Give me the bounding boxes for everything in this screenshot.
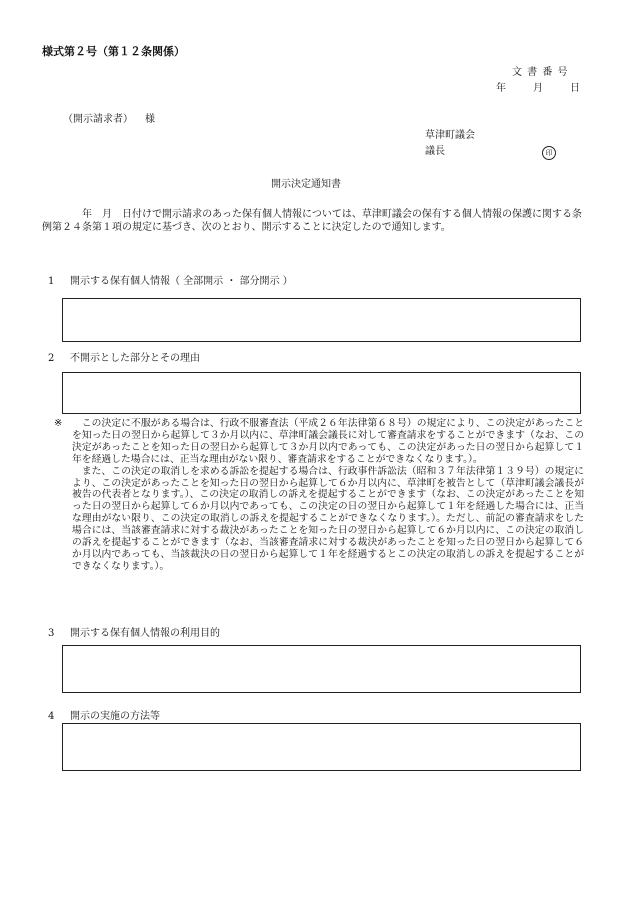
- section-number: 1: [48, 276, 55, 287]
- section-label: 開示する保有個人情報（ 全部開示 ・ 部分開示 ）: [70, 276, 293, 287]
- section-label: 不開示とした部分とその理由: [70, 353, 200, 364]
- note-paragraph-2: また、この決定の取消しを求める訴訟を提起する場合は、行政事件訴訟法（昭和３７年法律第１３９号）の規定により、この決定があったことを知った日の翌日から起算して６か月以内に、草津町を被告として（草津町議会議長が被告の代表者となります。）、この決定の取消しの訴えを提起することができます（なお、この決定があったことを知った日の翌日から起算して６か月以内であっても、この決定の日の翌日から起算して１年を経過した場合には、正当な理由がない限り、この決定の取消しの訴えを提起することができなくなります。）。ただし、前記の審査請求をした場合には、当該審査請求に対する裁決があったことを知った日の翌日から起算して６か月以内に、この決定の取消しの訴えを提起することができます（なお、当該審査請求に対する裁決があったことを知った日の翌日から起算して６か月以内であっても、当該裁決の日の翌日から起算して１年を経過するとこの決定の取消しの訴えを提起することができなくなります。）。: [72, 465, 584, 572]
- document-number-label: 文 書 番 号: [512, 67, 569, 78]
- usage-purpose-box: [62, 645, 581, 693]
- document-title: 開示決定通知書: [271, 179, 341, 190]
- issuer-title: 議長: [425, 146, 445, 157]
- appeal-notice: [54, 418, 584, 573]
- issuer-org: 草津町議会: [425, 130, 475, 141]
- date-year-label: 年: [496, 83, 506, 94]
- section-number: 2: [48, 353, 55, 364]
- disclosed-info-box: [62, 298, 581, 342]
- date-month-label: 月: [533, 83, 543, 94]
- note-paragraph-1: この決定に不服がある場合は、行政不服審査法（平成２６年法律第６８号）の規定により、この決定があったことを知った日の翌日から起算して３か月以内に、草津町議会議長に対して審査請求をすることができます（なお、この決定があったことを知った日の翌日から起算して３か月以内であっても、この決定があった日の翌日から起算して１年を経過した場合には、正当な理由がない限り、審査請求をすることができなくなります。）。: [72, 418, 584, 465]
- note-mark: ※: [54, 418, 63, 429]
- section-label: 開示する保有個人情報の利用目的: [70, 628, 220, 639]
- section-number: 3: [48, 628, 55, 639]
- non-disclosure-reason-box: [62, 372, 581, 414]
- date-day-label: 日: [570, 83, 580, 94]
- section-number: 4: [48, 711, 55, 722]
- section-label: 開示の実施の方法等: [70, 711, 160, 722]
- disclosure-method-box: [62, 723, 581, 771]
- form-label: 様式第２号（第１２条関係）: [42, 45, 185, 58]
- recipient-label: （開示請求者）: [63, 114, 133, 125]
- intro-paragraph: 年 月 日付けで開示請求のあった保有個人情報については、草津町議会の保有する個人情報の保護に関する条例第２４条第１項の規定に基づき、次のとおり、開示することに決定したので通知します。: [42, 209, 582, 234]
- seal-mark: 印: [542, 146, 556, 160]
- recipient-honorific: 様: [145, 114, 155, 125]
